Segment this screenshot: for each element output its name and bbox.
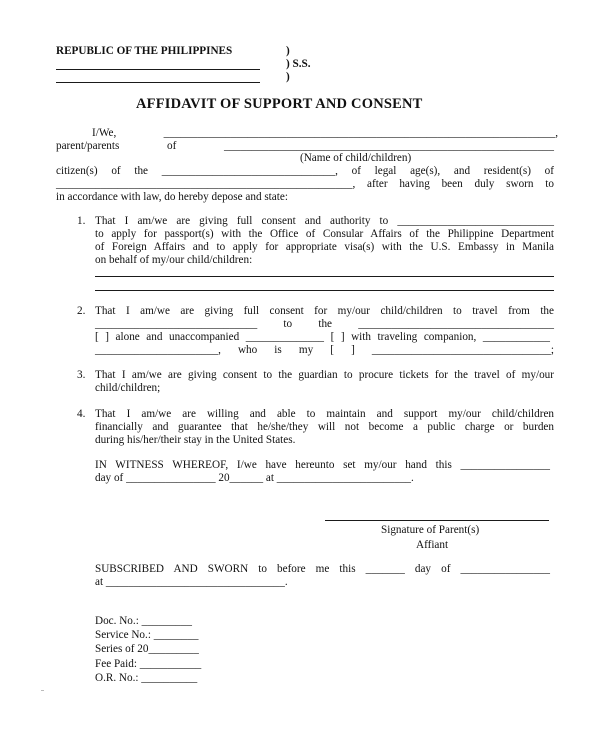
intro-line-2: parent/parents of ___________________________________________________________ <box>56 140 554 152</box>
page-mark <box>41 690 44 691</box>
item-4-number: 4. <box>77 408 86 420</box>
header-blank-line-1 <box>56 69 260 70</box>
sworn-line-1: SUBSCRIBED AND SWORN to before me this _______ day of ________________ <box>95 563 550 575</box>
item-1-line-1: That I am/we are giving full consent and authority to ____________________________ <box>95 215 554 227</box>
item-1-line-2: to apply for passport(s) with the Office of Consular Affairs of the Philippine Department <box>95 228 554 240</box>
sworn-line-2: at ________________________________. <box>95 576 288 588</box>
intro-line-4: _____________________________________________________, after having been duly sworn to <box>56 178 554 190</box>
item-1-blank-line-2 <box>95 290 554 291</box>
item-4-line-1: That I am/we are willing and able to maintain and support my/our child/children <box>95 408 554 420</box>
item-2-number: 2. <box>77 305 86 317</box>
item-3-number: 3. <box>77 369 86 381</box>
fee-paid-field: Fee Paid: ___________ <box>95 658 202 670</box>
header-ss: ) S.S. <box>286 58 311 70</box>
item-1-blank-line-1 <box>95 276 554 277</box>
intro-line-1: I/We, ______________________________________________________________________, <box>92 127 558 139</box>
header-paren-3: ) <box>286 71 290 83</box>
item-2-line-3: [ ] alone and unaccompanied ______________ [ ] with traveling companion, ____________ <box>95 331 550 343</box>
intro-line-3: citizen(s) of the _______________________________, of legal age(s), and resident(s) of <box>56 165 554 177</box>
item-2-line-2: _____________________________ to the ___________________________________ <box>95 318 554 330</box>
affidavit-title: AFFIDAVIT OF SUPPORT AND CONSENT <box>136 96 423 112</box>
signature-label: Signature of Parent(s) <box>381 524 480 536</box>
item-4-line-2: financially and guarantee that he/she/they will not become a public charge or burden <box>95 421 554 433</box>
service-no-field: Service No.: ________ <box>95 629 199 641</box>
doc-no-field: Doc. No.: _________ <box>95 615 192 627</box>
signature-line <box>325 520 549 521</box>
item-1-line-4: on behalf of my/our child/children: <box>95 254 253 266</box>
or-no-field: O.R. No.: __________ <box>95 672 198 684</box>
header-paren-1: ) <box>286 45 290 57</box>
item-2-line-1: That I am/we are giving full consent for my/our child/children to travel from the <box>95 305 554 317</box>
header-blank-line-2 <box>56 82 260 83</box>
item-3-line-2: child/children; <box>95 382 161 394</box>
witness-line-2: day of ________________ 20______ at ________________________. <box>95 472 414 484</box>
item-4-line-3: during his/her/their stay in the United States. <box>95 434 296 446</box>
item-1-number: 1. <box>77 215 86 227</box>
item-2-line-4: ______________________, who is my [ ] ________________________________; <box>95 344 554 356</box>
child-name-caption: (Name of child/children) <box>300 152 412 164</box>
republic-heading: REPUBLIC OF THE PHILIPPINES <box>56 45 233 57</box>
affiant-label: Affiant <box>416 539 449 551</box>
item-1-line-3: of Foreign Affairs and to apply for appropriate visa(s) with the U.S. Embassy in Manila <box>95 241 554 253</box>
series-field: Series of 20_________ <box>95 643 199 655</box>
intro-line-5: in accordance with law, do hereby depose and state: <box>56 191 288 203</box>
item-3-line-1: That I am/we are giving consent to the guardian to procure tickets for the travel of my/our <box>95 369 554 381</box>
witness-line-1: IN WITNESS WHEREOF, I/we have hereunto set my/our hand this ________________ <box>95 459 550 471</box>
